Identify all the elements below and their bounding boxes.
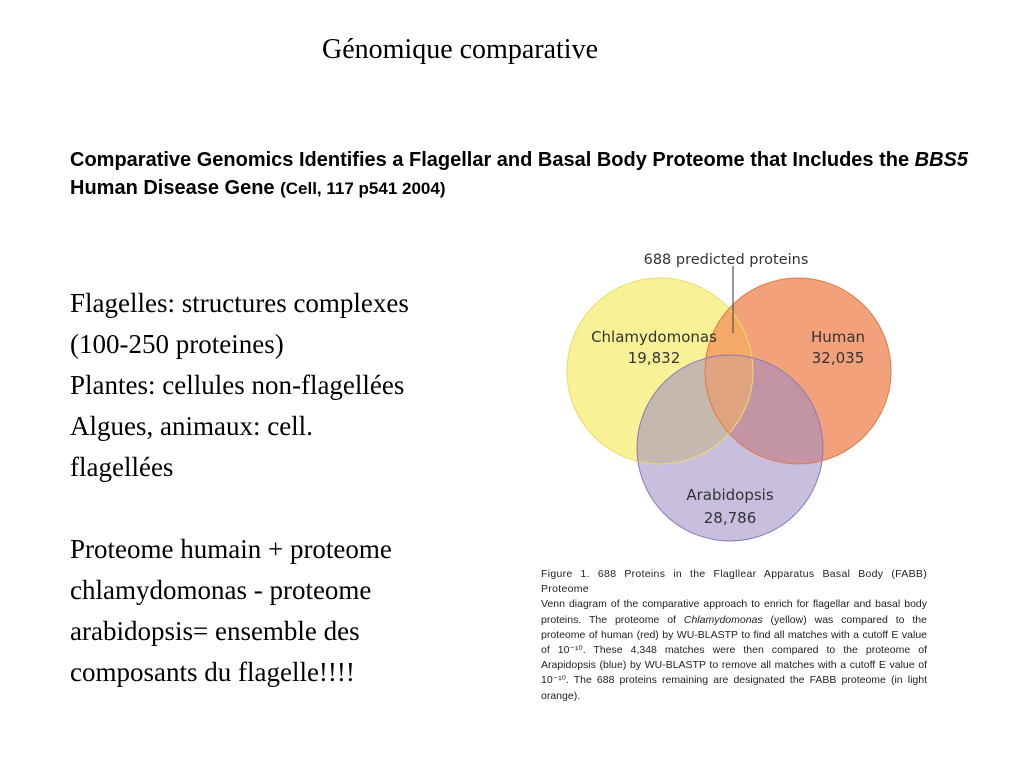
reference-title-part1: Comparative Genomics Identifies a Flagellar and Basal Body Proteome that Includes the: [70, 149, 915, 171]
caption-text-a: Venn diagram of the comparative approach to enrich for flagellar and basal body proteins. The proteome of: [541, 598, 927, 626]
caption-text-b: (yellow) was compared to the proteome of human (red) by WU-BLASTP to find all matches with a cutoff E value of 10⁻¹⁰. These 4,348 matches were then compared to the proteome of Arapidopsis (blue) by WU-BLASTP to remove all matches with a cutoff E value of 10⁻¹⁰. The 688 proteins remaining are designated the FABB proteome (in light orange).: [541, 613, 927, 702]
venn-count-arabidopsis: 28,786: [703, 509, 757, 527]
figure-caption: [541, 567, 927, 704]
slide-body: [70, 283, 520, 693]
body-line: composants du flagelle!!!!: [70, 657, 355, 687]
venn-diagram: [540, 238, 960, 558]
body-line: arabidopsis= ensemble des: [70, 616, 360, 646]
paper-reference: [70, 146, 970, 203]
reference-citation: (Cell, 117 p541 2004): [280, 179, 446, 198]
venn-count-human: 32,035: [811, 349, 865, 367]
caption-body: [541, 597, 927, 703]
slide-title: Génomique comparative: [321, 34, 598, 65]
body-line: Flagelles: structures complexes: [70, 288, 409, 318]
reference-gene: BBS5: [914, 149, 969, 171]
venn-label-human: Human: [810, 328, 866, 346]
body-line: flagellées: [70, 452, 174, 482]
venn-label-chlamydomonas: Chlamydomonas: [591, 328, 717, 346]
caption-heading: Figure 1. 688 Proteins in the Flagllear Apparatus Basal Body (FABB) Proteome: [541, 568, 927, 596]
venn-label-arabidopsis: Arabidopsis: [686, 486, 774, 504]
body-line: chlamydomonas - proteome: [70, 575, 372, 605]
reference-title-part2: Human Disease Gene: [70, 177, 281, 199]
body-line: (100-250 proteines): [70, 329, 284, 359]
body-line: Algues, animaux: cell.: [70, 411, 313, 441]
venn-top-label: 688 predicted proteins: [643, 252, 809, 268]
venn-count-chlamydomonas: 19,832: [627, 349, 681, 367]
body-line: Proteome humain + proteome: [70, 534, 392, 564]
body-line: Plantes: cellules non-flagellées: [70, 370, 405, 400]
caption-organism: Chlamydomonas: [683, 613, 763, 626]
